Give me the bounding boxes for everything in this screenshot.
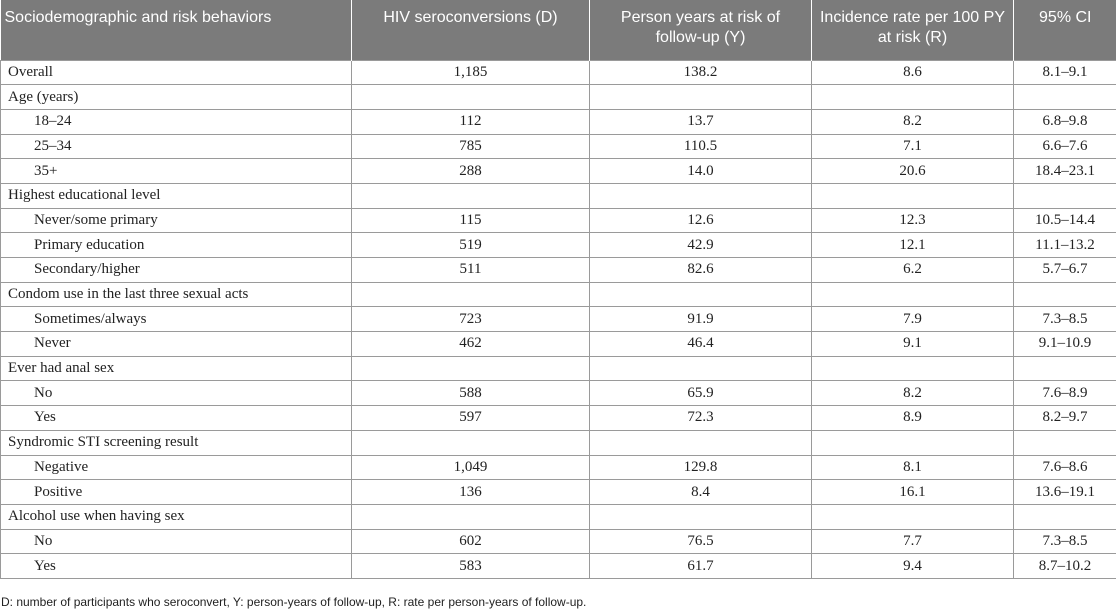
incidence-rate-cell: 20.6 xyxy=(812,159,1014,184)
row-label: Sometimes/always xyxy=(1,307,352,332)
incidence-rate-cell xyxy=(812,85,1014,110)
seroconversions-cell: 519 xyxy=(352,233,590,258)
ci-cell xyxy=(1014,356,1116,381)
table-body xyxy=(1,60,1116,578)
row-label: Negative xyxy=(1,455,352,480)
person-years-cell: 42.9 xyxy=(590,233,812,258)
person-years-cell: 14.0 xyxy=(590,159,812,184)
ci-cell: 7.6–8.6 xyxy=(1014,455,1116,480)
row-label: Primary education xyxy=(1,233,352,258)
person-years-cell xyxy=(590,504,812,529)
incidence-rate-cell: 8.2 xyxy=(812,381,1014,406)
column-header-person-years: Person years at risk of follow-up (Y) xyxy=(590,0,812,60)
seroconversions-cell xyxy=(352,430,590,455)
table-section-row xyxy=(1,282,1116,307)
person-years-cell: 138.2 xyxy=(590,60,812,85)
seroconversions-cell xyxy=(352,85,590,110)
table-row xyxy=(1,529,1116,554)
seroconversions-cell: 136 xyxy=(352,480,590,505)
person-years-cell: 72.3 xyxy=(590,406,812,431)
table-row xyxy=(1,134,1116,159)
column-header-seroconversions: HIV seroconversions (D) xyxy=(352,0,590,60)
incidence-rate-cell: 12.1 xyxy=(812,233,1014,258)
ci-cell: 7.3–8.5 xyxy=(1014,529,1116,554)
table-section-row xyxy=(1,60,1116,85)
incidence-rate-cell: 8.6 xyxy=(812,60,1014,85)
person-years-cell: 91.9 xyxy=(590,307,812,332)
person-years-cell xyxy=(590,430,812,455)
table-row xyxy=(1,258,1116,283)
person-years-cell: 110.5 xyxy=(590,134,812,159)
person-years-cell: 82.6 xyxy=(590,258,812,283)
table-section-row xyxy=(1,504,1116,529)
seroconversions-cell: 1,185 xyxy=(352,60,590,85)
row-label: 35+ xyxy=(1,159,352,184)
ci-cell: 8.1–9.1 xyxy=(1014,60,1116,85)
incidence-rate-cell xyxy=(812,356,1014,381)
table-row xyxy=(1,208,1116,233)
seroconversions-cell xyxy=(352,282,590,307)
table-row xyxy=(1,159,1116,184)
person-years-cell: 76.5 xyxy=(590,529,812,554)
ci-cell xyxy=(1014,282,1116,307)
incidence-rate-cell xyxy=(812,430,1014,455)
ci-cell: 5.7–6.7 xyxy=(1014,258,1116,283)
header-row xyxy=(1,0,1116,60)
incidence-rate-cell: 9.1 xyxy=(812,332,1014,357)
row-label: Never xyxy=(1,332,352,357)
ci-cell: 7.3–8.5 xyxy=(1014,307,1116,332)
table-row xyxy=(1,480,1116,505)
seroconversions-cell: 602 xyxy=(352,529,590,554)
person-years-cell: 129.8 xyxy=(590,455,812,480)
person-years-cell xyxy=(590,85,812,110)
seroconversions-cell xyxy=(352,356,590,381)
table-row xyxy=(1,109,1116,134)
incidence-rate-cell: 16.1 xyxy=(812,480,1014,505)
section-label: Alcohol use when having sex xyxy=(1,504,352,529)
incidence-rate-cell xyxy=(812,504,1014,529)
ci-cell: 7.6–8.9 xyxy=(1014,381,1116,406)
section-label: Syndromic STI screening result xyxy=(1,430,352,455)
section-label: Condom use in the last three sexual acts xyxy=(1,282,352,307)
row-label: Yes xyxy=(1,406,352,431)
column-header-ci: 95% CI xyxy=(1014,0,1116,60)
seroconversions-cell: 115 xyxy=(352,208,590,233)
person-years-cell: 61.7 xyxy=(590,554,812,579)
person-years-cell: 8.4 xyxy=(590,480,812,505)
row-label: No xyxy=(1,529,352,554)
row-label: Never/some primary xyxy=(1,208,352,233)
section-label: Age (years) xyxy=(1,85,352,110)
seroconversions-cell: 112 xyxy=(352,109,590,134)
ci-cell xyxy=(1014,183,1116,208)
ci-cell: 8.7–10.2 xyxy=(1014,554,1116,579)
ci-cell: 6.6–7.6 xyxy=(1014,134,1116,159)
column-header-incidence-rate: Incidence rate per 100 PY at risk (R) xyxy=(812,0,1014,60)
incidence-rate-cell: 7.7 xyxy=(812,529,1014,554)
ci-cell xyxy=(1014,430,1116,455)
seroconversions-cell: 462 xyxy=(352,332,590,357)
row-label: No xyxy=(1,381,352,406)
ci-cell: 18.4–23.1 xyxy=(1014,159,1116,184)
table-row xyxy=(1,233,1116,258)
seroconversions-cell: 288 xyxy=(352,159,590,184)
person-years-cell: 65.9 xyxy=(590,381,812,406)
ci-cell: 8.2–9.7 xyxy=(1014,406,1116,431)
table-section-row xyxy=(1,183,1116,208)
person-years-cell xyxy=(590,282,812,307)
table-section-row xyxy=(1,356,1116,381)
person-years-cell: 12.6 xyxy=(590,208,812,233)
person-years-cell xyxy=(590,183,812,208)
table-row xyxy=(1,381,1116,406)
incidence-rate-cell: 8.2 xyxy=(812,109,1014,134)
row-label: Secondary/higher xyxy=(1,258,352,283)
ci-cell xyxy=(1014,85,1116,110)
person-years-cell: 46.4 xyxy=(590,332,812,357)
incidence-rate-cell: 12.3 xyxy=(812,208,1014,233)
ci-cell: 13.6–19.1 xyxy=(1014,480,1116,505)
row-label: 18–24 xyxy=(1,109,352,134)
table-row xyxy=(1,332,1116,357)
row-label: Positive xyxy=(1,480,352,505)
seroconversions-cell: 1,049 xyxy=(352,455,590,480)
seroconversions-cell: 723 xyxy=(352,307,590,332)
table-section-row xyxy=(1,85,1116,110)
table-row xyxy=(1,554,1116,579)
section-label: Overall xyxy=(1,60,352,85)
row-label: Yes xyxy=(1,554,352,579)
ci-cell: 10.5–14.4 xyxy=(1014,208,1116,233)
ci-cell: 11.1–13.2 xyxy=(1014,233,1116,258)
person-years-cell: 13.7 xyxy=(590,109,812,134)
incidence-rate-cell: 8.9 xyxy=(812,406,1014,431)
seroconversions-cell: 588 xyxy=(352,381,590,406)
seroconversions-cell: 511 xyxy=(352,258,590,283)
seroconversions-cell: 785 xyxy=(352,134,590,159)
ci-cell xyxy=(1014,504,1116,529)
table-row xyxy=(1,455,1116,480)
section-label: Highest educational level xyxy=(1,183,352,208)
row-label: 25–34 xyxy=(1,134,352,159)
column-header-characteristic: Sociodemographic and risk behaviors xyxy=(1,0,352,60)
table-footnote: D: number of participants who seroconvert, Y: person-years of follow-up, R: rate per person-years of follow-up. xyxy=(1,595,587,609)
incidence-rate-cell: 8.1 xyxy=(812,455,1014,480)
table-row xyxy=(1,307,1116,332)
seroconversions-cell: 583 xyxy=(352,554,590,579)
incidence-rate-cell: 9.4 xyxy=(812,554,1014,579)
person-years-cell xyxy=(590,356,812,381)
seroconversions-cell: 597 xyxy=(352,406,590,431)
incidence-rate-cell: 7.9 xyxy=(812,307,1014,332)
seroconversions-cell xyxy=(352,183,590,208)
table-section-row xyxy=(1,430,1116,455)
ci-cell: 9.1–10.9 xyxy=(1014,332,1116,357)
incidence-rate-cell: 6.2 xyxy=(812,258,1014,283)
seroconversions-cell xyxy=(352,504,590,529)
incidence-rate-cell xyxy=(812,183,1014,208)
ci-cell: 6.8–9.8 xyxy=(1014,109,1116,134)
section-label: Ever had anal sex xyxy=(1,356,352,381)
incidence-rate-cell: 7.1 xyxy=(812,134,1014,159)
incidence-rate-cell xyxy=(812,282,1014,307)
table-row xyxy=(1,406,1116,431)
